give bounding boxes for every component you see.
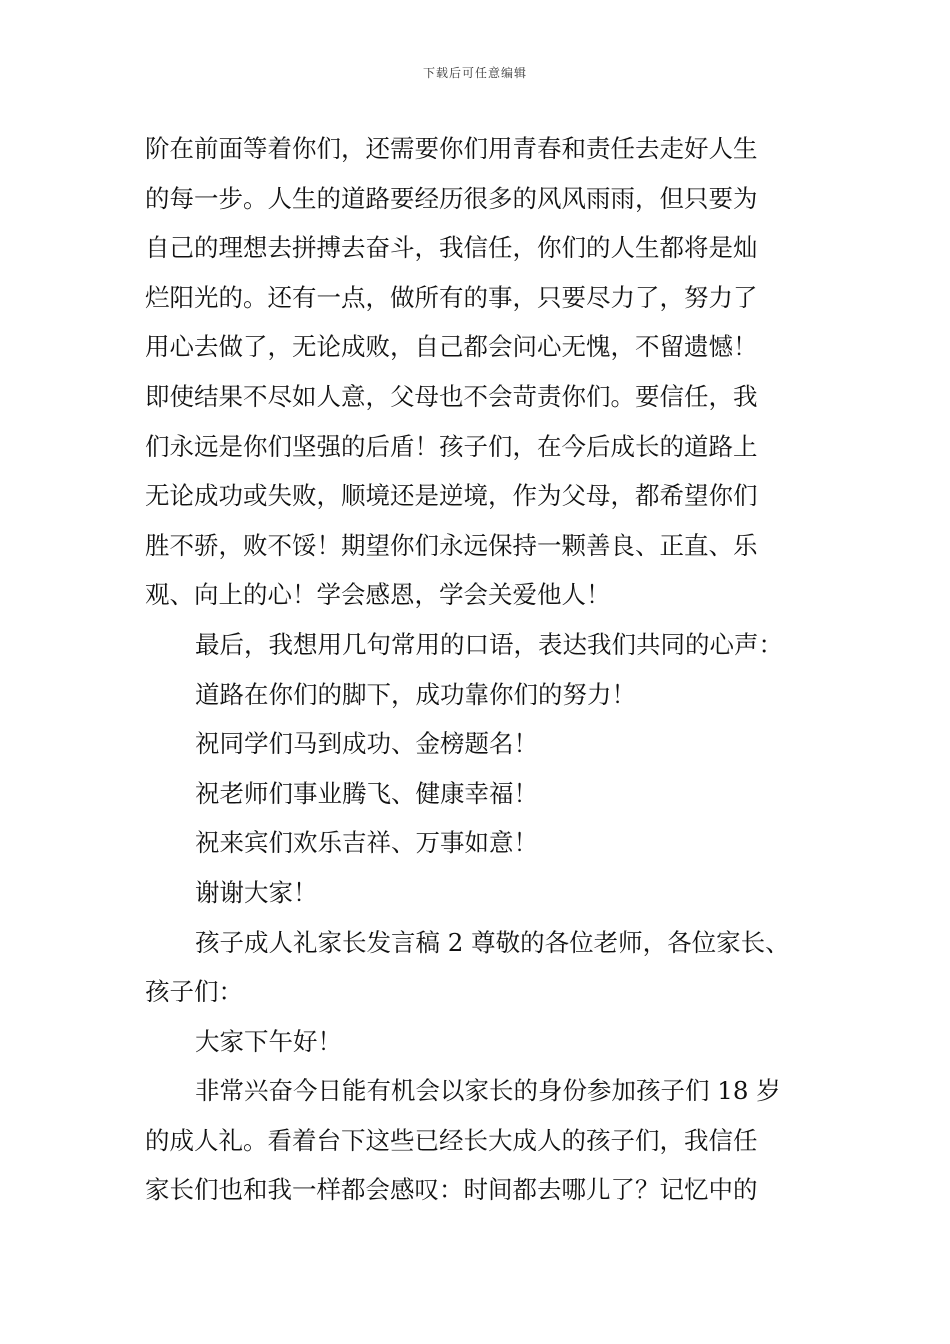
text-line: 自己的理想去拼搏去奋斗，我信任，你们的人生都将是灿 xyxy=(145,233,758,263)
text-line: 祝来宾们欢乐吉祥、万事如意！ xyxy=(195,828,538,858)
text-line: 即使结果不尽如人意，父母也不会苛责你们。要信任，我 xyxy=(145,381,758,411)
page-header: 下载后可任意编辑 xyxy=(422,66,527,80)
text-line: 家长们也和我一样都会感叹：时间都去哪儿了？记忆中的 xyxy=(145,1175,758,1205)
text-line: 最后，我想用几句常用的口语，表达我们共同的心声： xyxy=(195,629,783,659)
text-line: 们永远是你们坚强的后盾！孩子们，在今后成长的道路上 xyxy=(145,431,758,461)
text-line: 阶在前面等着你们，还需要你们用青春和责任去走好人生 xyxy=(145,134,758,163)
text-line: 道路在你们的脚下，成功靠你们的努力！ xyxy=(195,679,636,709)
text-line: 祝老师们事业腾飞、健康幸福！ xyxy=(195,778,538,808)
text-line: 烂阳光的。还有一点，做所有的事，只要尽力了，努力了 xyxy=(145,282,758,312)
text-line: 用心去做了，无论成败，自己都会问心无愧，不留遗憾！ xyxy=(145,332,758,362)
text-line: 谢谢大家！ xyxy=(195,877,318,907)
text-line: 孩子成人礼家长发言稿 2 尊敬的各位老师，各位家长、 xyxy=(195,927,790,957)
text-line: 大家下午好！ xyxy=(195,1026,342,1056)
text-line: 无论成功或失败，顺境还是逆境，作为父母，都希望你们 xyxy=(145,481,758,511)
document-body xyxy=(145,124,807,1215)
text-line: 的成人礼。看着台下这些已经长大成人的孩子们，我信任 xyxy=(145,1125,758,1155)
text-line: 祝同学们马到成功、金榜题名！ xyxy=(195,729,538,759)
text-line: 孩子们： xyxy=(145,977,243,1007)
text-line: 的每一步。人生的道路要经历很多的风风雨雨，但只要为 xyxy=(145,183,758,213)
text-line: 胜不骄，败不馁！期望你们永远保持一颗善良、正直、乐 xyxy=(145,530,758,560)
text-line: 非常兴奋今日能有机会以家长的身份参加孩子们 18 岁 xyxy=(195,1076,781,1106)
text-line: 观、向上的心！学会感恩，学会关爱他人！ xyxy=(145,580,611,610)
